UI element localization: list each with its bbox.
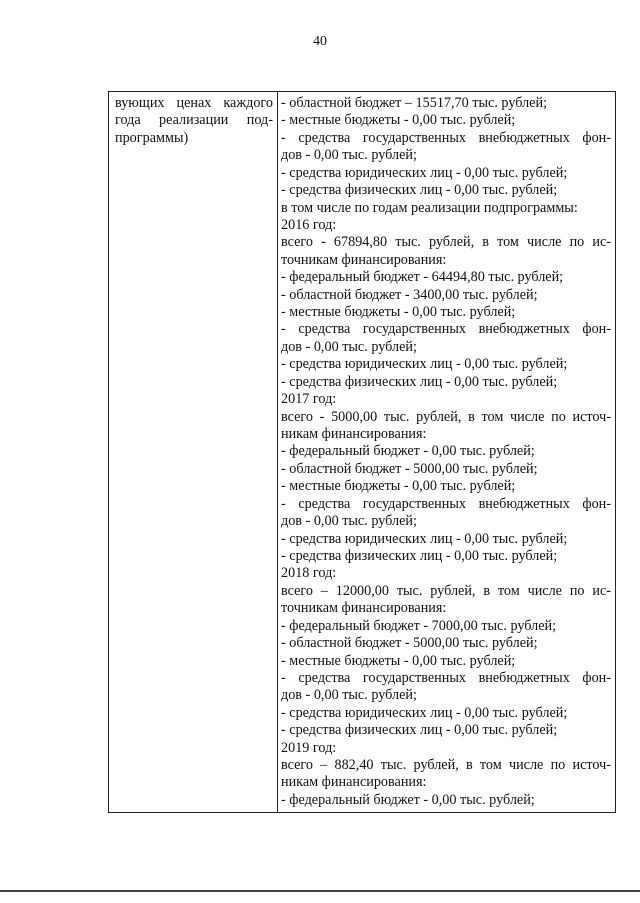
text-line: программы) <box>115 129 189 146</box>
page-bottom-rule <box>0 890 640 892</box>
text-line: - областной бюджет – 15517,70 тыс. рублей; <box>281 95 548 111</box>
text-line: - средства физических лиц - 0,00 тыс. рублей; <box>281 722 558 739</box>
text-line: в том числе по годам реализации подпрограммы: <box>281 199 578 216</box>
text-line: - средства физических лиц - 0,00 тыс. рублей; <box>281 373 558 390</box>
text-line: дов - 0,00 тыс. рублей; <box>281 687 417 704</box>
text-line: - областной бюджет - 5000,00 тыс. рублей; <box>281 635 538 652</box>
text-line: 2018 год: <box>281 565 337 582</box>
text-line: - средства государственных внебюджетных фон- <box>281 129 611 146</box>
text-line: - федеральный бюджет - 0,00 тыс. рублей; <box>281 443 535 460</box>
text-line: дов - 0,00 тыс. рублей; <box>281 147 417 164</box>
text-line: - федеральный бюджет - 0,00 тыс. рублей; <box>281 791 535 808</box>
text-line: точникам финансирования: <box>281 251 447 268</box>
text-line: - федеральный бюджет - 64494,80 тыс. рублей; <box>281 269 564 286</box>
text-line: - средства физических лиц - 0,00 тыс. рублей; <box>281 182 558 199</box>
text-line: всего – 12000,00 тыс. рублей, в том числе по ис- <box>281 582 611 599</box>
table-cell-left <box>109 92 278 813</box>
text-line: вующих ценах каждого <box>115 95 273 111</box>
text-line: - местные бюджеты - 0,00 тыс. рублей; <box>281 112 516 129</box>
text-line: точникам финансирования: <box>281 600 447 617</box>
text-line: всего - 5000,00 тыс. рублей, в том числе по источ- <box>281 408 611 425</box>
text-line: - местные бюджеты - 0,00 тыс. рублей; <box>281 478 516 495</box>
text-line: - федеральный бюджет - 7000,00 тыс. рублей; <box>281 617 557 634</box>
text-line: - средства государственных внебюджетных фон- <box>281 495 611 512</box>
text-line: - средства юридических лиц - 0,00 тыс. рублей; <box>281 704 568 721</box>
text-line: дов - 0,00 тыс. рублей; <box>281 513 417 530</box>
left-cell-text <box>109 92 277 147</box>
text-line: - местные бюджеты - 0,00 тыс. рублей; <box>281 652 516 669</box>
text-line: - средства юридических лиц - 0,00 тыс. рублей; <box>281 164 568 181</box>
text-line: - местные бюджеты - 0,00 тыс. рублей; <box>281 304 516 321</box>
text-line: 2017 год: <box>281 391 337 408</box>
text-line: - областной бюджет - 3400,00 тыс. рублей; <box>281 286 538 303</box>
table-row <box>109 92 616 813</box>
right-cell-text <box>278 92 615 809</box>
funding-table <box>108 91 616 813</box>
text-line: 2016 год: <box>281 216 337 233</box>
text-line: дов - 0,00 тыс. рублей; <box>281 338 417 355</box>
text-line: 2019 год: <box>281 739 337 756</box>
text-line: - средства юридических лиц - 0,00 тыс. рублей; <box>281 356 568 373</box>
text-line: всего - 67894,80 тыс. рублей, в том числе по ис- <box>281 234 611 251</box>
text-line: года реализации под- <box>115 112 273 129</box>
page-number: 40 <box>313 34 327 49</box>
text-line: - средства юридических лиц - 0,00 тыс. рублей; <box>281 530 568 547</box>
text-line: - областной бюджет - 5000,00 тыс. рублей; <box>281 460 538 477</box>
text-line: никам финансирования: <box>281 426 427 443</box>
text-line: - средства физических лиц - 0,00 тыс. рублей; <box>281 547 558 564</box>
text-line: - средства государственных внебюджетных фон- <box>281 669 611 686</box>
table-cell-right <box>278 92 616 813</box>
text-line: всего – 882,40 тыс. рублей, в том числе по источ- <box>281 757 611 774</box>
text-line: никам финансирования: <box>281 774 427 791</box>
text-line: - средства государственных внебюджетных фон- <box>281 321 611 338</box>
